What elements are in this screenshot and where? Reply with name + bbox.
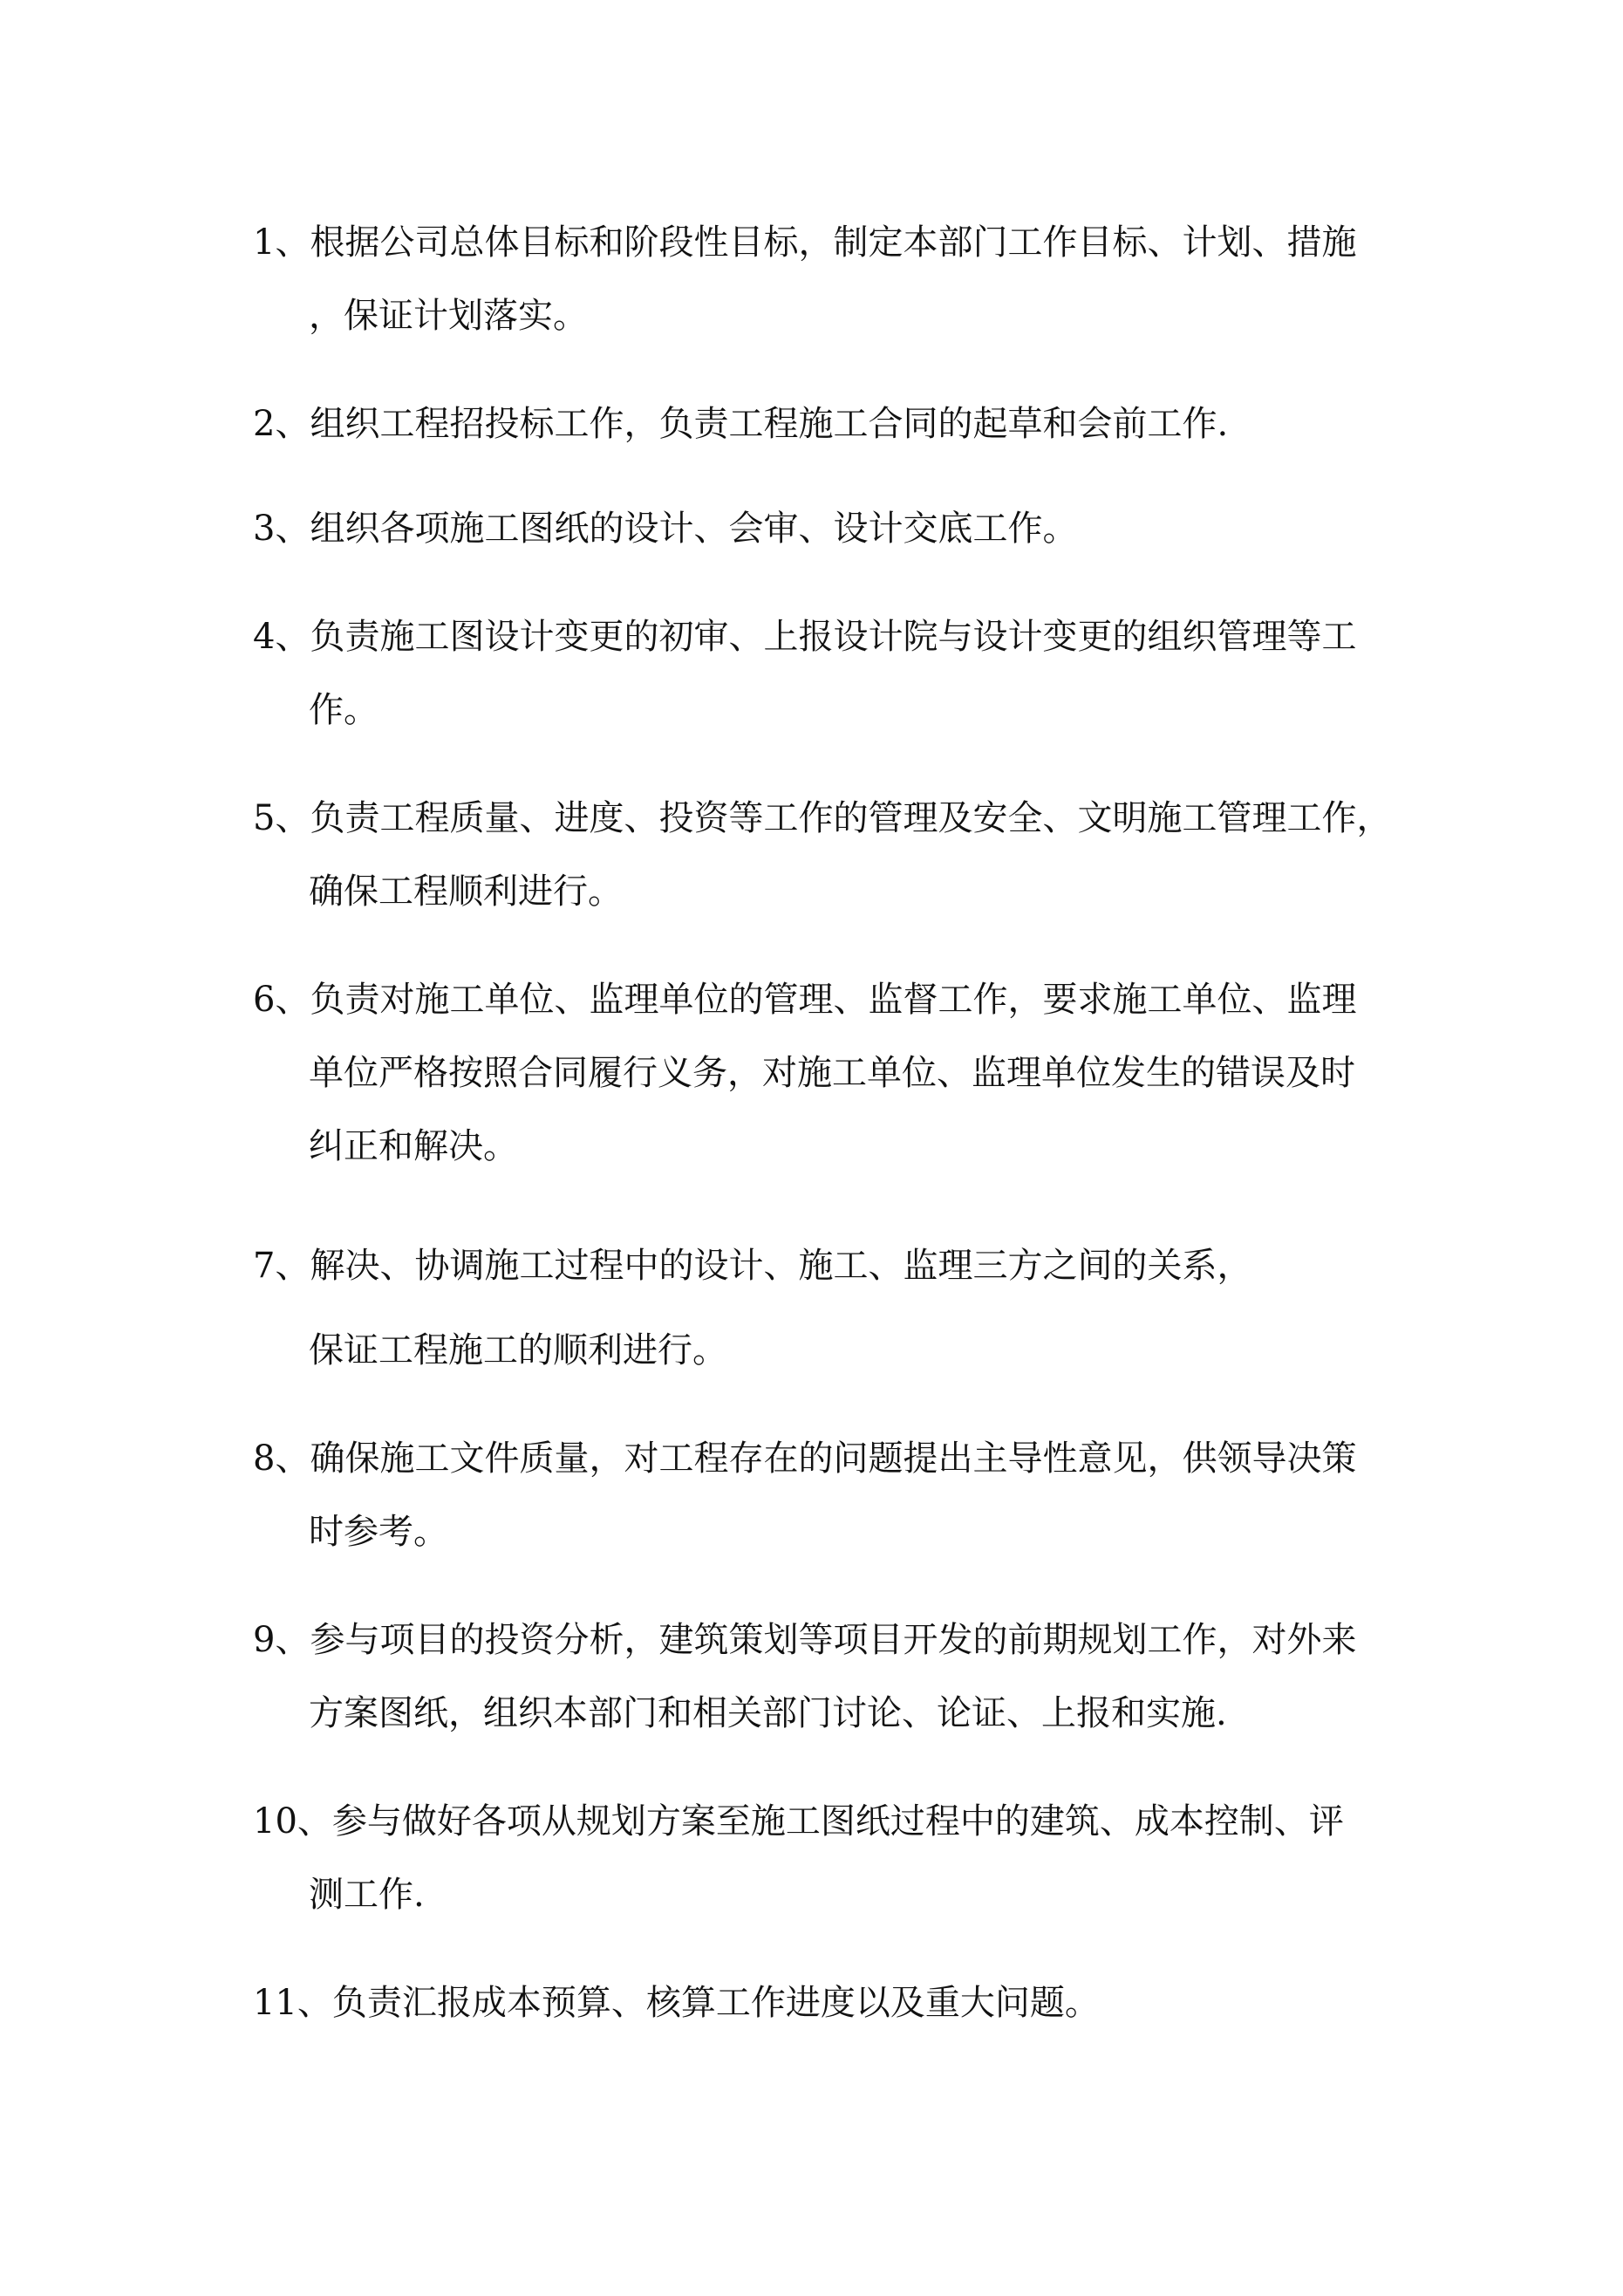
duty-item-text: ，保证计划落实。 [309,296,588,336]
duty-item-7 [253,1218,1413,1387]
duty-item-text: 测工作. [309,1875,425,1915]
duty-item-text: 方案图纸，组织本部门和相关部门讨论、论证、上报和实施. [309,1693,1227,1733]
duty-item-text: 2、组织工程招投标工作，负责工程施工合同的起草和会前工作. [253,404,1229,444]
duty-item-11 [253,1966,1413,2040]
duty-item-3 [253,492,1413,565]
duty-item-1 [253,206,1413,352]
duty-item-5 [253,782,1413,928]
duty-item-text: 5、负责工程质量、进度、投资等工作的管理及安全、文明施工管理工作， [253,798,1392,838]
duty-item-text: 单位严格按照合同履行义务，对施工单位、监理单位发生的错误及时 [309,1053,1355,1093]
duty-item-text: 9、参与项目的投资分析，建筑策划等项目开发的前期规划工作，对外来 [253,1620,1357,1660]
duty-item-text: 时参考。 [309,1512,448,1552]
duty-item-text: 6、负责对施工单位、监理单位的管理、监督工作，要求施工单位、监理 [253,980,1357,1020]
duty-item-4 [253,600,1413,747]
duty-item-9 [253,1603,1413,1750]
duty-item-2 [253,387,1413,461]
duty-item-text: 3、组织各项施工图纸的设计、会审、设计交底工作。 [253,509,1078,549]
duty-item-text: 8、确保施工文件质量，对工程存在的问题提出主导性意见，供领导决策 [253,1438,1357,1479]
duty-item-8 [253,1422,1413,1568]
duty-list [253,206,1413,2040]
duty-item-6 [253,963,1413,1183]
duty-item-text: 作。 [309,690,378,730]
duty-item-text: 纠正和解决。 [309,1126,518,1166]
duty-item-text: 7、解决、协调施工过程中的设计、施工、监理三方之间的关系， [253,1246,1252,1286]
duty-item-text: 11、负责汇报成本预算、核算工作进度以及重大问题。 [253,1983,1100,2023]
duty-item-text: 10、参与做好各项从规划方案至施工图纸过程中的建筑、成本控制、评 [253,1801,1344,1842]
duty-item-text: 保证工程施工的顺利进行。 [309,1330,727,1370]
duty-item-text: 1、根据公司总体目标和阶段性目标，制定本部门工作目标、计划、措施 [253,222,1357,263]
duty-item-text: 确保工程顺利进行。 [309,871,623,912]
duty-item-text: 4、负责施工图设计变更的初审、上报设计院与设计变更的组织管理等工 [253,617,1357,657]
duty-item-10 [253,1785,1413,1931]
